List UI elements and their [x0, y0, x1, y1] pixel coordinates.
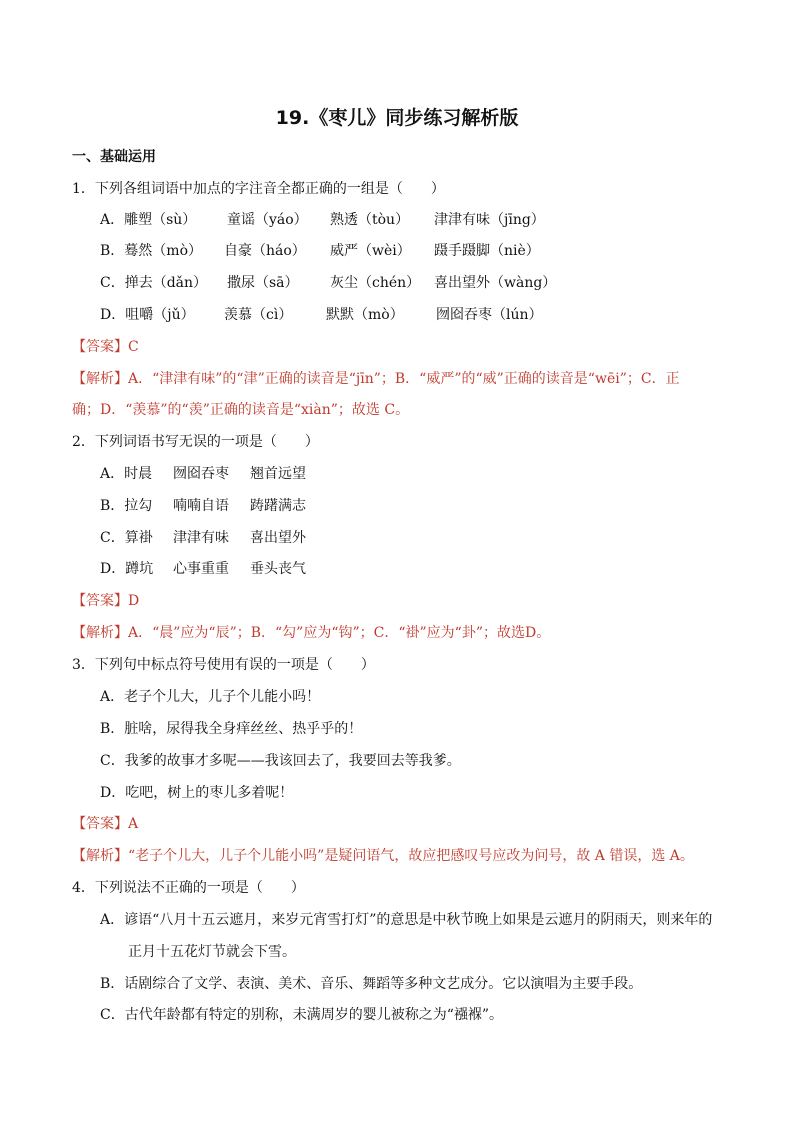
- q3-option-c: C．我爹的故事才多呢——我该回去了，我要回去等我爹。: [100, 753, 461, 769]
- analysis-text: “老子个儿大，儿子个儿能小吗”是疑问语气，故应把感叹号应改为问号，故 A 错误，选 A。: [128, 848, 694, 864]
- answer-label: 【答案】: [72, 593, 128, 609]
- question-3-stem: 3．下列句中标点符号使用有误的一项是（ ）: [72, 657, 375, 673]
- q2-option-d-3: 垂头丧气: [250, 561, 306, 577]
- section-heading: 一、基础运用: [72, 149, 156, 165]
- q2-option-a-3: 翘首远望: [250, 466, 306, 482]
- analysis-label: 【解析】: [72, 848, 128, 864]
- analysis-text: A．“晨”应为“辰”；B．“勾”应为“钩”；C．“褂”应为“卦”；故选D。: [128, 625, 551, 641]
- q1-option-b-3: 威严（wèi）: [330, 243, 411, 259]
- answer-label: 【答案】: [72, 816, 128, 832]
- q3-analysis: [72, 845, 694, 865]
- q1-option-c-1: C．掸去（dǎn）: [100, 275, 208, 291]
- q1-option-a-1: A．雕塑（sù）: [100, 212, 197, 228]
- analysis-label: 【解析】: [72, 371, 128, 387]
- q1-option-d-2: 羡慕（cì）: [224, 307, 293, 323]
- q1-answer: [72, 336, 139, 356]
- q2-option-c-3: 喜出望外: [250, 530, 306, 546]
- answer-value: D: [128, 593, 140, 609]
- q1-option-d-4: 囫囵吞枣（lún）: [436, 307, 543, 323]
- question-4-stem: 4．下列说法不正确的一项是（ ）: [72, 880, 305, 896]
- q4-option-c: C．古代年龄都有特定的别称，未满周岁的婴儿被称之为“襁褓”。: [100, 1007, 504, 1023]
- q3-option-b: B．脏啥，尿得我全身痒丝丝、热乎乎的！: [100, 721, 363, 737]
- q1-option-b-4: 蹑手蹑脚（niè）: [434, 243, 540, 259]
- analysis-text: A．“津津有味”的“津”正确的读音是“jīn”；B．“威严”的“威”正确的读音是“wēi”；C．正: [128, 371, 680, 387]
- q4-option-a: A．谚语“八月十五云遮月，来岁元宵雪打灯”的意思是中秋节晚上如果是云遮月的阴雨天，则来年的: [100, 912, 713, 928]
- q2-option-b-3: 踌躇满志: [250, 498, 306, 514]
- q2-option-a-2: 囫囵吞枣: [173, 466, 229, 482]
- q1-option-c-4: 喜出望外（wàng）: [434, 275, 557, 291]
- q1-option-a-3: 熟透（tòu）: [330, 212, 410, 228]
- q2-option-a-1: A．时晨: [100, 466, 153, 482]
- q1-option-c-2: 撒尿（sā）: [227, 275, 299, 291]
- q1-option-d-1: D．咀嚼（jǔ）: [100, 307, 195, 323]
- q4-option-b: B．话剧综合了文学、表演、美术、音乐、舞蹈等多种文艺成分。它以演唱为主要手段。: [100, 976, 643, 992]
- answer-label: 【答案】: [72, 339, 128, 355]
- q3-option-a: A．老子个儿大，儿子个儿能小吗！: [100, 689, 321, 705]
- q2-option-b-1: B．拉勾: [100, 498, 153, 514]
- q4-option-a-continued: 正月十五花灯节就会下雪。: [128, 944, 296, 960]
- question-1-stem: 1．下列各组词语中加点的字注音全都正确的一组是（ ）: [72, 181, 445, 197]
- q1-option-b-2: 自豪（háo）: [224, 243, 306, 259]
- q1-option-c-3: 灰尘（chén）: [330, 275, 421, 291]
- q1-analysis-line-1: [72, 368, 680, 388]
- answer-value: A: [128, 816, 139, 832]
- q2-option-c-2: 津津有味: [173, 530, 229, 546]
- page-title: 19.《枣儿》同步练习解析版: [275, 107, 519, 129]
- q3-answer: [72, 813, 138, 833]
- q2-option-d-2: 心事重重: [173, 561, 229, 577]
- q1-option-d-3: 默默（mò）: [326, 307, 404, 323]
- q2-option-b-2: 喃喃自语: [173, 498, 229, 514]
- q2-option-c-1: C．算褂: [100, 530, 153, 546]
- q1-option-a-4: 津津有味（jīng）: [434, 212, 545, 228]
- q2-option-d-1: D．蹲坑: [100, 561, 154, 577]
- q1-option-b-1: B．蓦然（mò）: [100, 243, 202, 259]
- question-2-stem: 2．下列词语书写无误的一项是（ ）: [72, 434, 319, 450]
- q2-analysis: [72, 622, 550, 642]
- q1-option-a-2: 童谣（yáo）: [227, 212, 308, 228]
- analysis-label: 【解析】: [72, 625, 128, 641]
- q3-option-d: D．吃吧，树上的枣儿多着呢！: [100, 785, 294, 801]
- q1-analysis-line-2: 确；D．“羡慕”的“羡”正确的读音是“xiàn”；故选 C。: [72, 402, 410, 418]
- answer-value: C: [128, 339, 139, 355]
- q2-answer: [72, 590, 139, 610]
